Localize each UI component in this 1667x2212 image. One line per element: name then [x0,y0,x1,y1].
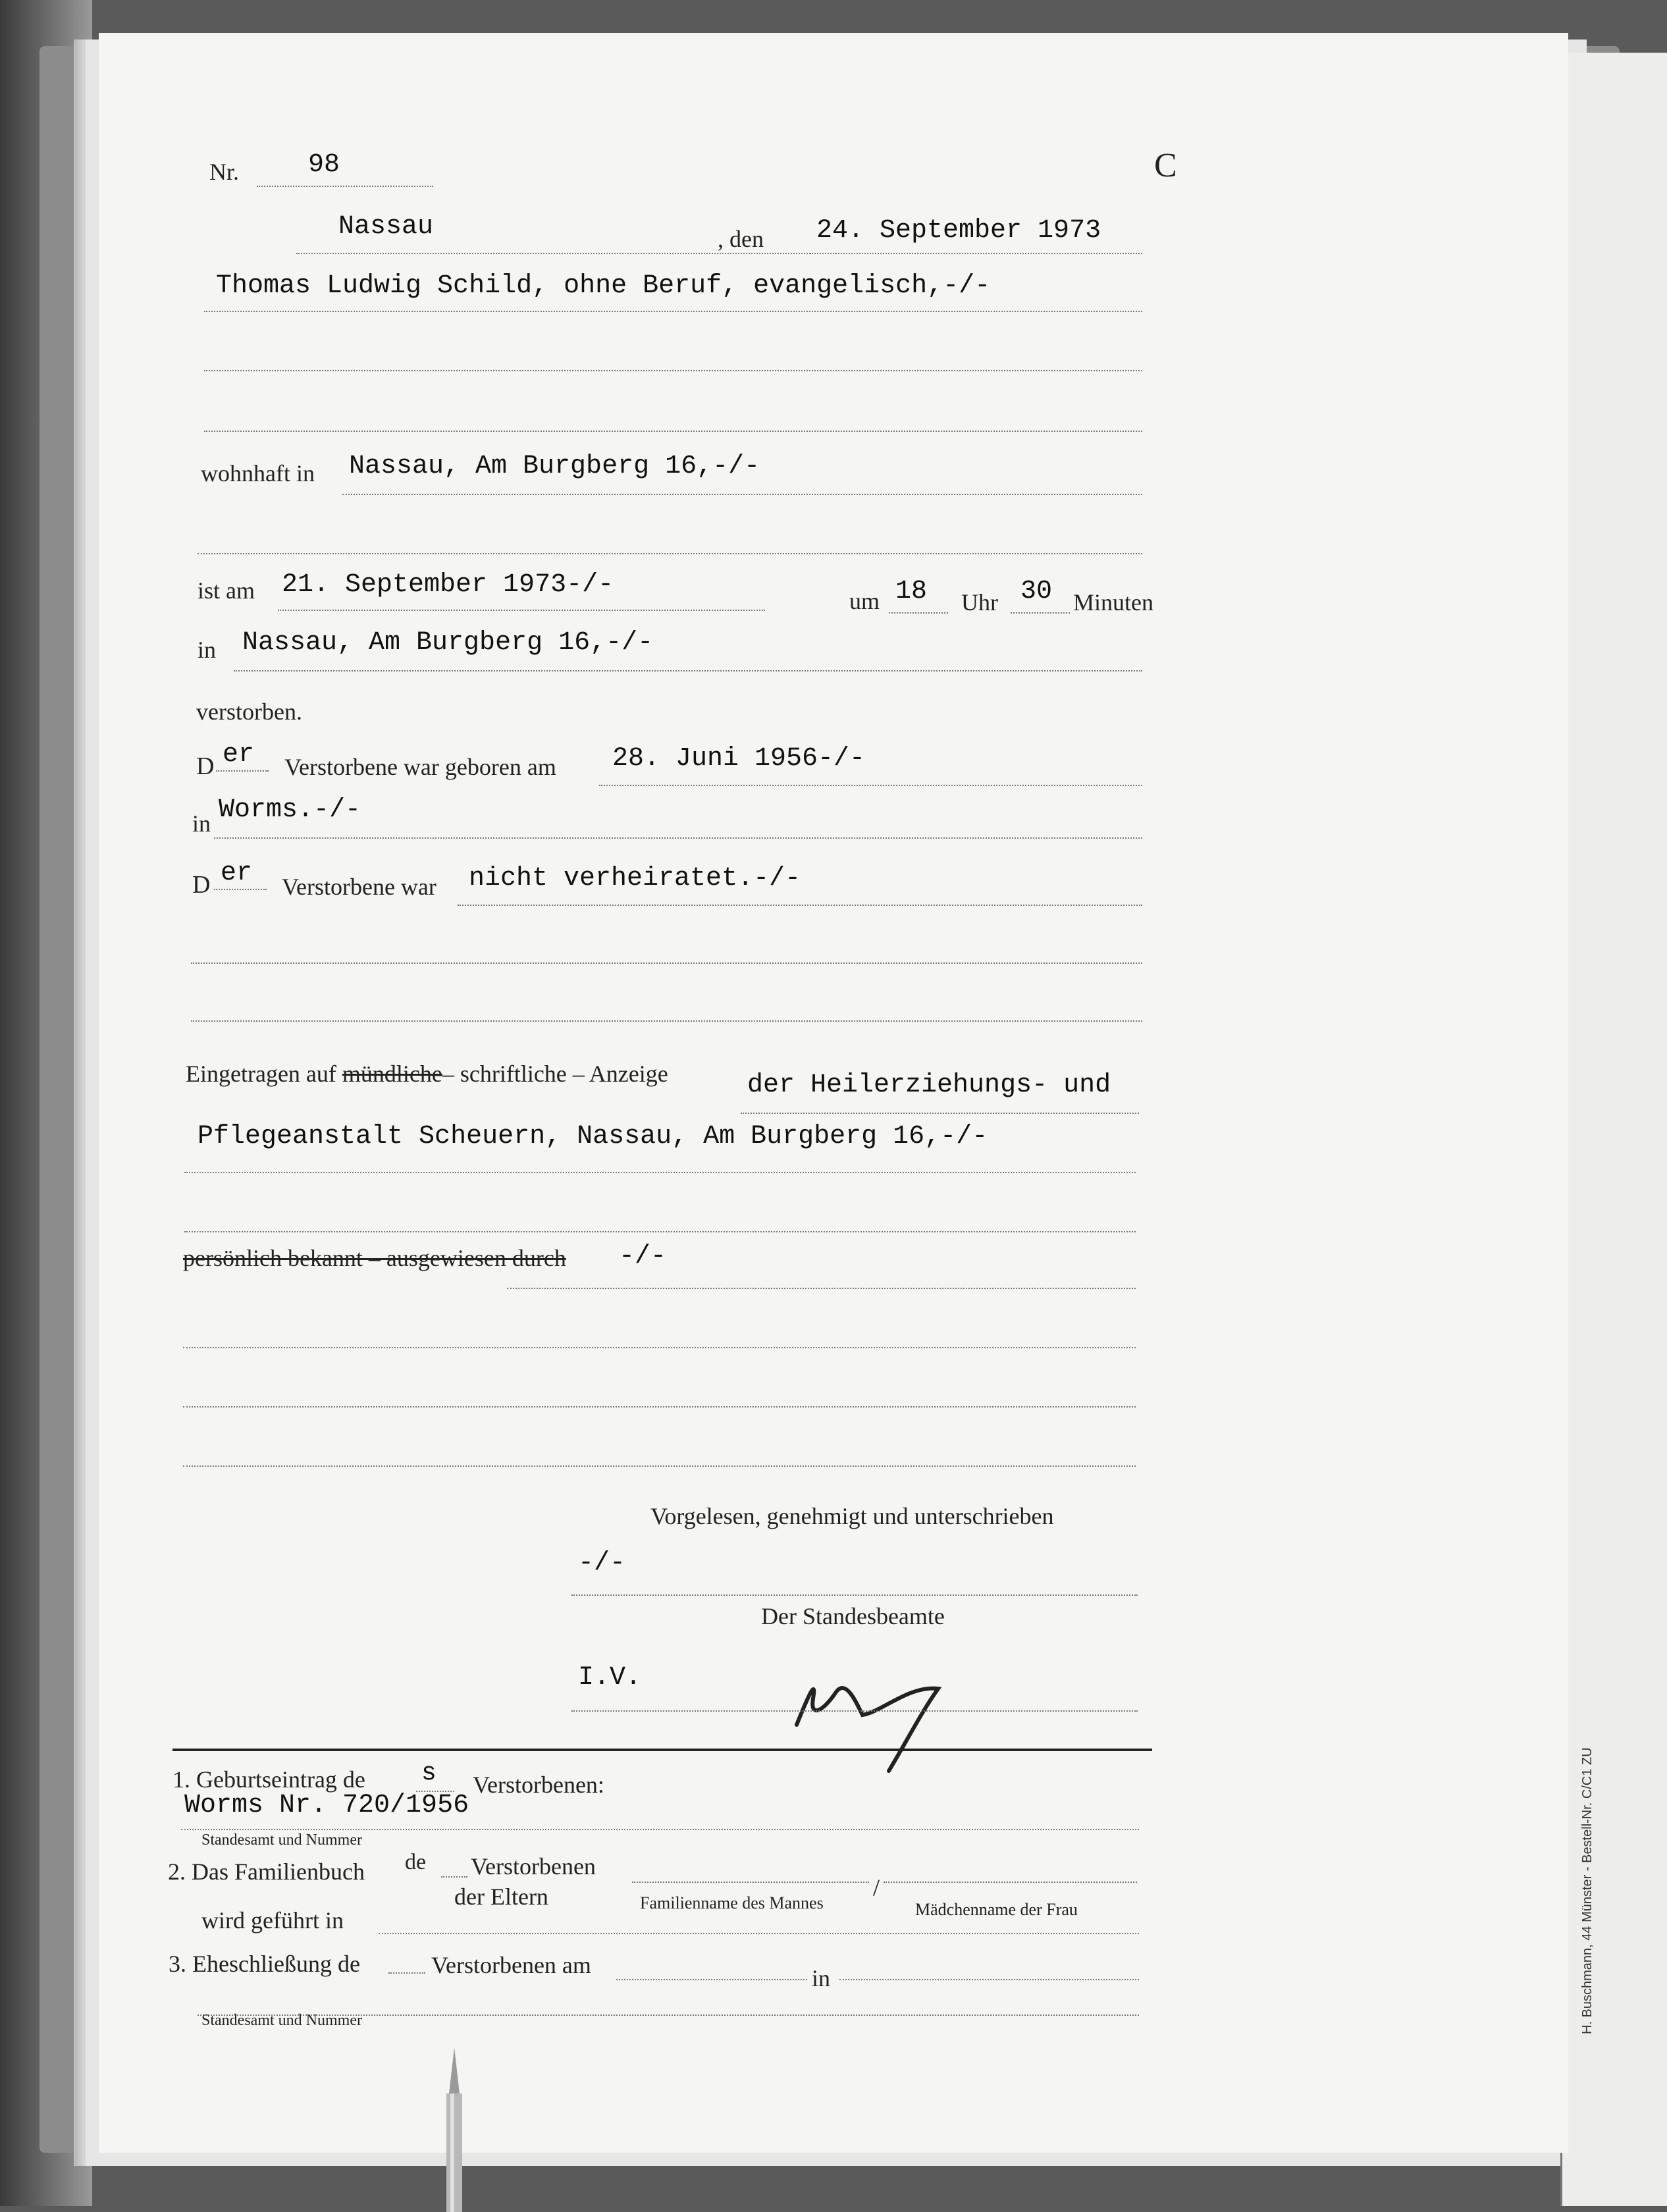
footnote-2-eltern: der Eltern [454,1883,548,1910]
birth-label: Verstorbene war geboren am [284,754,556,780]
footnote-1-suffix: s [421,1759,437,1787]
marital-label: Verstorbene war [282,874,437,900]
death-date-value: 21. September 1973-/- [282,570,614,600]
birth-place-line [214,837,1142,839]
footnote-3-de-line [388,1972,425,1974]
registration-value-1: der Heilerziehungs- und [747,1070,1111,1100]
place-value: Nassau [338,212,434,242]
marital-line-2 [191,962,1142,964]
footnote-separator [172,1749,1152,1751]
identity-label: persönlich bekannt – ausgewiesen durch [183,1245,566,1271]
footnote-2-de-line [441,1876,467,1878]
footnote-1-rest: Verstorbenen: [473,1772,604,1798]
marital-value: nicht verheiratet.-/- [469,864,801,893]
death-minutes: 30 [1020,577,1053,606]
closing-line [571,1594,1138,1596]
footnote-2-caption-frau: Mädchenname der Frau [915,1900,1078,1919]
birth-date-line [599,785,1142,786]
birth-place-value: Worms.-/- [219,795,361,825]
footnote-2-wird: wird geführt in [201,1907,344,1934]
death-place-line [234,670,1142,672]
official-label: Der Standesbeamte [761,1603,945,1629]
identity-line-4 [183,1465,1136,1467]
marital-line-3 [191,1020,1142,1022]
marital-line-1 [458,905,1142,906]
footnote-3-place-line [839,1979,1139,1980]
nr-line [257,186,433,187]
hour-line [889,612,948,614]
place-line [296,253,836,254]
date-label: , den [718,226,764,252]
minutes-line [1011,612,1070,614]
registration-line-2 [184,1172,1136,1173]
register-page [99,33,1568,2153]
date-value: 24. September 1973 [816,216,1101,246]
minuten-label: Minuten [1073,589,1153,616]
footnote-2-verstorbenen: Verstorbenen [471,1853,596,1880]
signature-line [571,1710,1138,1712]
identity-line-3 [183,1406,1136,1408]
death-date-label: ist am [198,577,255,604]
birth-d-label: D [196,752,215,780]
official-signature [783,1639,955,1797]
footnote-2-line-1 [632,1882,869,1883]
residence-line-2 [198,553,1142,554]
marital-suffix: er [221,858,253,888]
death-place-label: in [198,637,217,663]
identity-line-1 [507,1288,1136,1289]
birth-suffix-line [216,770,269,772]
footnote-1-label: 1. Geburtseintrag de [172,1766,365,1793]
nr-value: 98 [308,150,340,180]
footnote-3-rest: Verstorbenen am [431,1952,591,1978]
footnote-2-line-3 [379,1933,1139,1934]
printer-mark: H. Buschmann, 44 Münster - Bestell-Nr. C/C1 ZU [1580,1747,1595,2034]
death-place-value: Nassau, Am Burgberg 16,-/- [242,628,654,658]
registration-line-1 [741,1113,1139,1114]
footnote-1-value: Worms Nr. 720/1956 [184,1791,469,1820]
footnote-1-caption: Standesamt und Nummer [201,1831,362,1849]
death-date-line [278,610,765,611]
person-name-line: Thomas Ludwig Schild, ohne Beruf, evangelisch,-/- [216,271,991,301]
footnote-2-de: de [405,1850,427,1874]
footnote-3-label: 3. Eheschließung de [169,1951,360,1977]
footnote-2-slash: / [873,1874,880,1901]
name-line-3 [204,431,1142,432]
marital-suffix-line [214,889,267,890]
residence-label: wohnhaft in [201,460,315,487]
registration-value-2: Pflegeanstalt Scheuern, Nassau, Am Burgberg 16,-/- [198,1122,988,1151]
pen-tip [435,2041,474,2212]
birth-place-label: in [192,810,211,837]
footnote-3-date-line [616,1979,807,1980]
marital-d-label: D [192,871,211,899]
date-line [810,253,1142,254]
residence-value: Nassau, Am Burgberg 16,-/- [349,452,760,481]
footnote-3-in: in [812,1965,831,1991]
birth-suffix: er [223,740,255,770]
closing-value: -/- [578,1548,626,1578]
footnote-2-line-2 [884,1882,1137,1883]
birth-date-value: 28. Juni 1956-/- [612,744,866,774]
verstorben-label: verstorben. [196,698,302,725]
registration-prefix [186,1060,668,1088]
identity-line-2 [183,1347,1136,1348]
iv-value: I.V. [578,1663,642,1693]
name-line-2 [204,370,1142,371]
identity-value: -/- [619,1242,667,1271]
form-letter: C [1154,147,1177,184]
registration-struck-option: mündliche [342,1061,442,1087]
footnote-3-caption: Standesamt und Nummer [201,2012,362,2029]
registration-line-3 [184,1231,1136,1232]
registration-prefix-text: Eingetragen auf [186,1061,336,1087]
facing-page [1560,53,1667,2206]
death-hour: 18 [895,577,928,606]
name-line-1 [204,311,1142,312]
footnote-2-caption-mann: Familienname des Mannes [640,1893,824,1912]
registration-rest: – schriftliche – Anzeige [442,1061,668,1087]
footnote-1-line [181,1829,1139,1830]
nr-label: Nr. [209,159,239,185]
uhr-label: Uhr [961,589,998,616]
closing-label: Vorgelesen, genehmigt und unterschrieben [650,1503,1054,1529]
footnote-2-label: 2. Das Familienbuch [168,1858,365,1885]
residence-line-1 [342,494,1142,495]
time-um-label: um [849,588,880,614]
